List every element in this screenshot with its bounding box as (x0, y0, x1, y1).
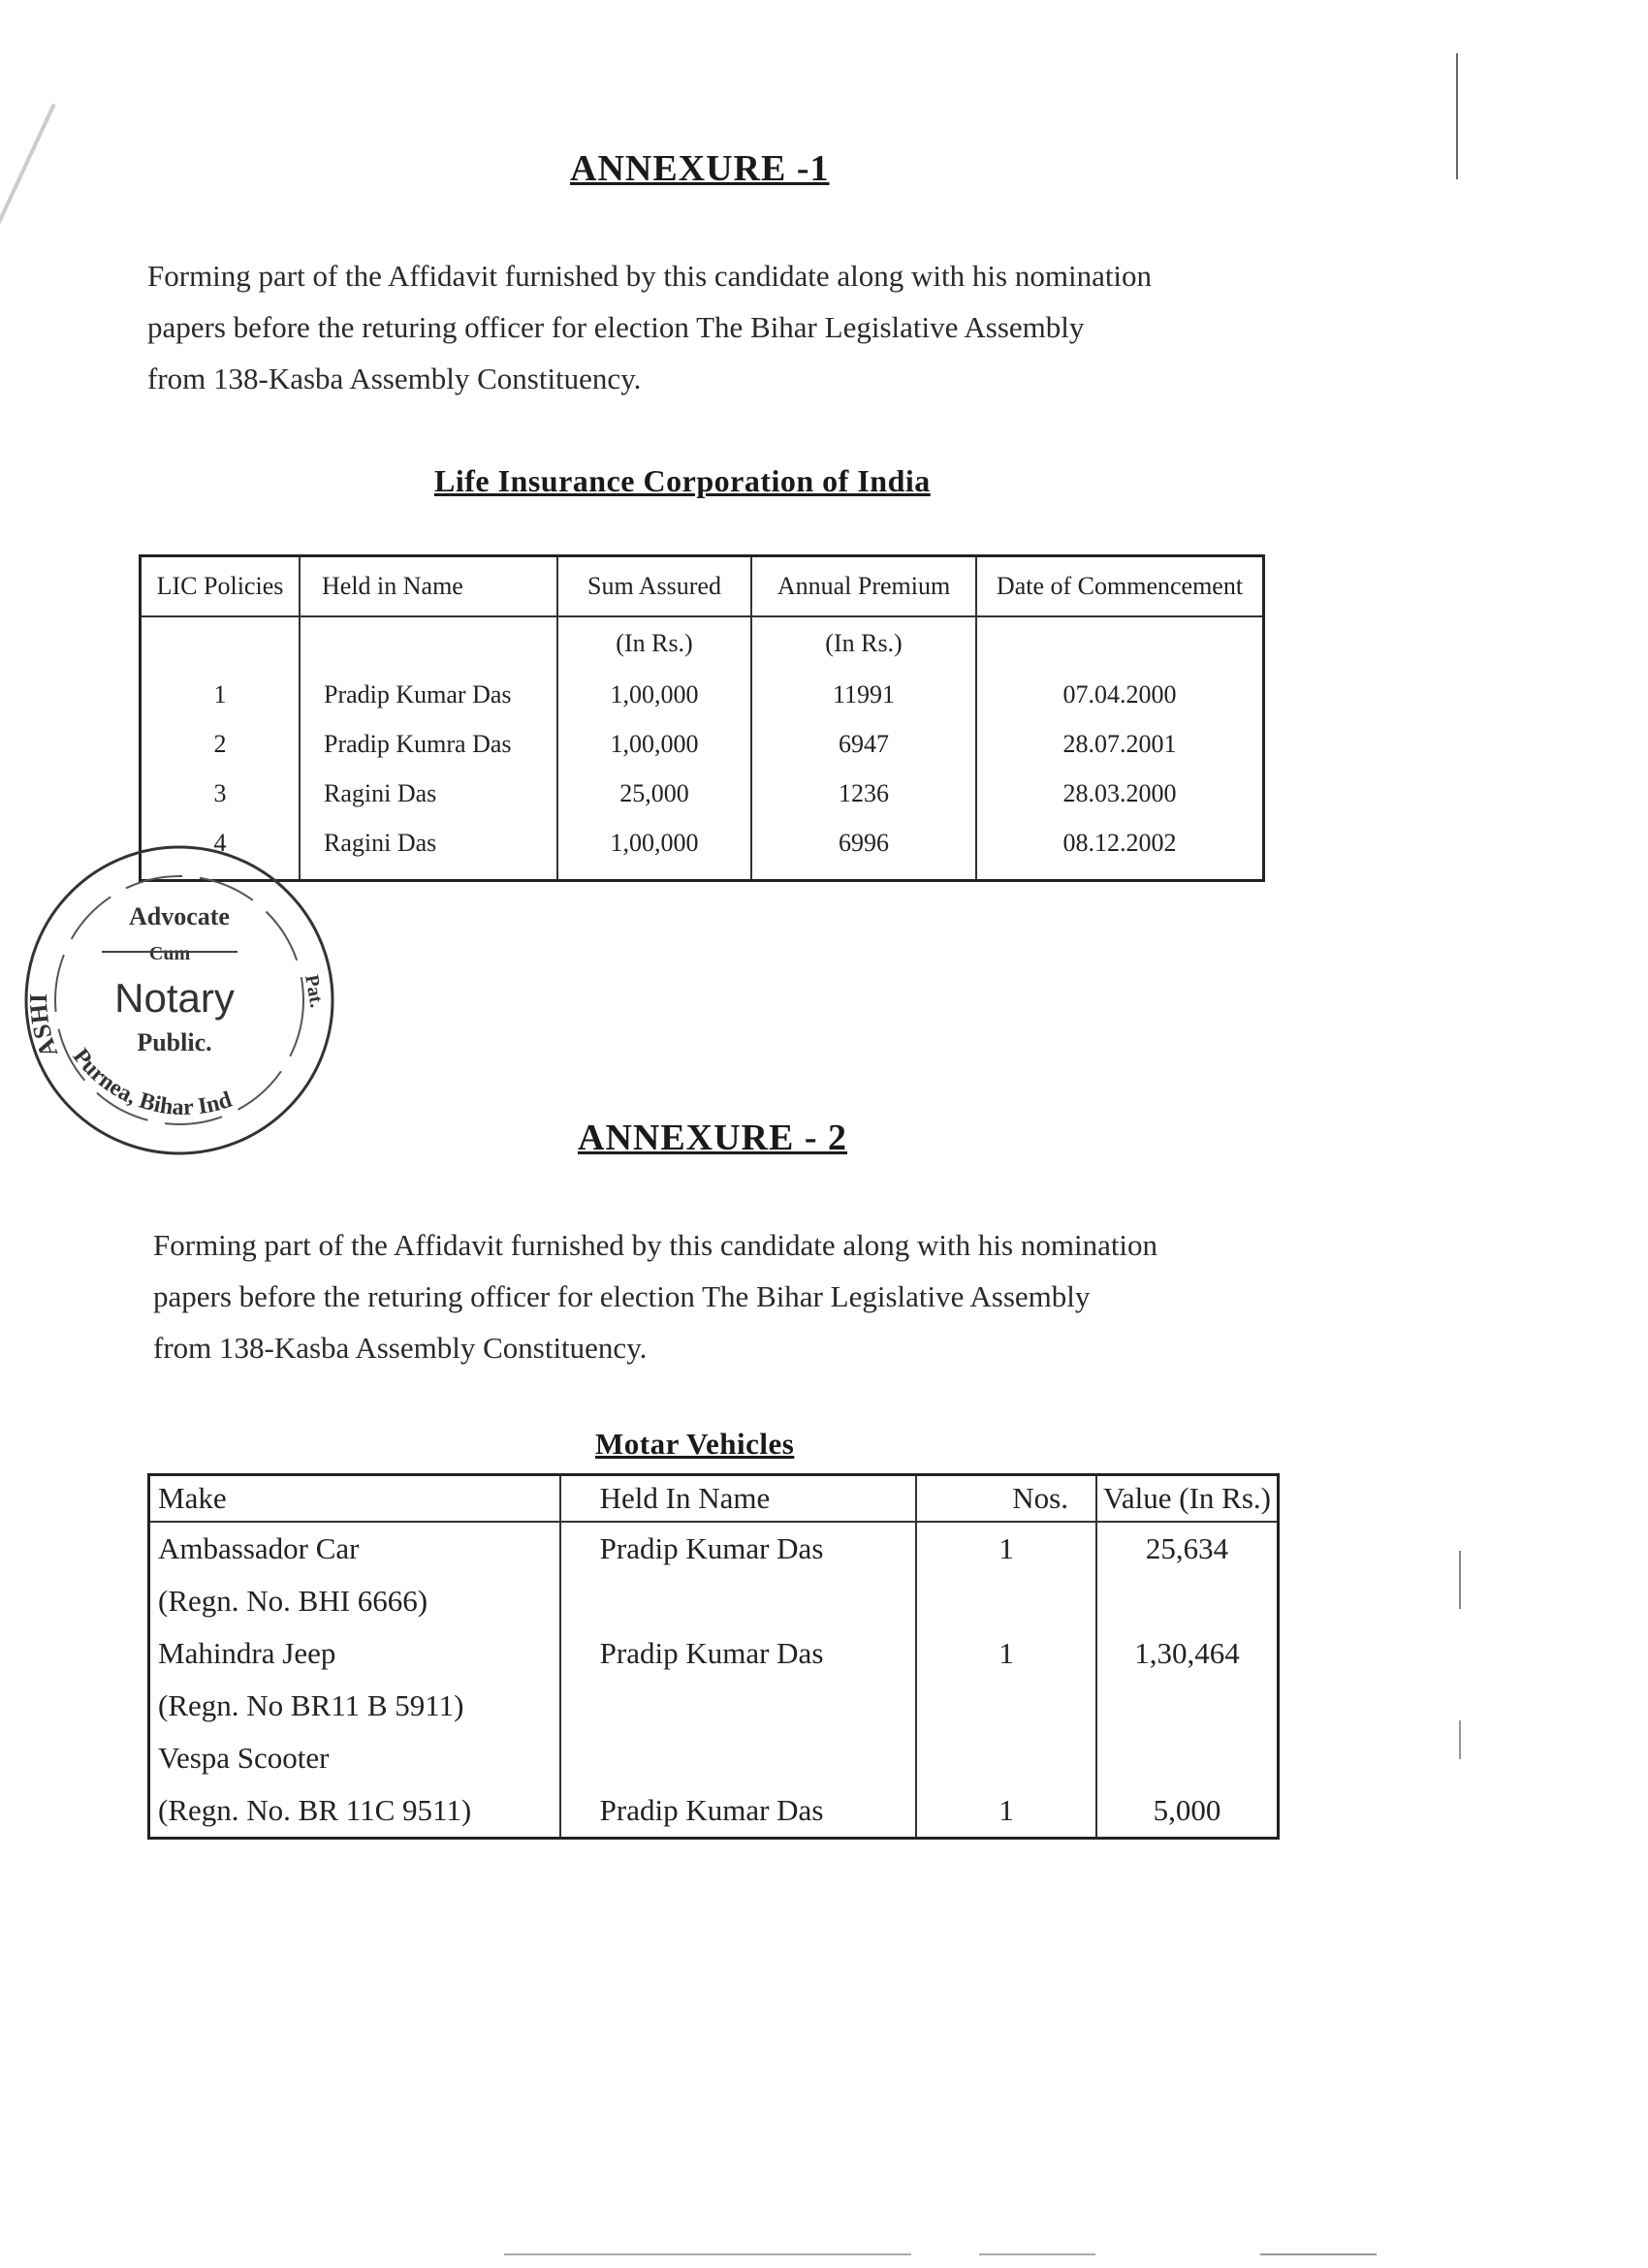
table-cell (1096, 1575, 1279, 1627)
table-cell (560, 1575, 917, 1627)
paragraph-line: papers before the returing officer for election The Bihar Legislative Assembly (147, 310, 1085, 344)
table-cell (916, 1680, 1096, 1732)
table-cell: (In Rs.) (557, 616, 751, 670)
stamp-arc-left-text: ASHI (24, 992, 64, 1062)
table-cell: 11991 (751, 670, 976, 719)
table-cell: 4 (141, 818, 301, 881)
table-cell: (Regn. No. BR 11C 9511) (149, 1784, 560, 1839)
table-cell (976, 616, 1264, 670)
stamp-line-advocate: Advocate (129, 902, 230, 930)
table-cell: 1 (916, 1784, 1096, 1839)
stamp-line-public: Public. (137, 1028, 212, 1056)
table-cell: 6996 (751, 818, 976, 881)
table-cell: 07.04.2000 (976, 670, 1264, 719)
stamp-arc-bottom-text: Purnea, Bihar Ind (67, 1044, 236, 1121)
table-cell: 2 (141, 719, 301, 769)
table-cell: Ragini Das (300, 818, 557, 881)
units-row (141, 616, 1264, 670)
table-cell: 6947 (751, 719, 976, 769)
table-row (149, 1680, 1279, 1732)
table-cell (300, 616, 557, 670)
scan-artifact-line (1459, 1551, 1461, 1609)
annexure-2-heading: ANNEXURE - 2 (578, 1118, 847, 1158)
annexure-1-paragraph (147, 250, 1260, 404)
table-cell (141, 616, 301, 670)
column-header: Nos. (916, 1475, 1096, 1523)
table-cell: 5,000 (1096, 1784, 1279, 1839)
scan-artifact-line (979, 2253, 1095, 2255)
scan-artifact-line (0, 104, 56, 246)
column-header: Value (In Rs.) (1096, 1475, 1279, 1523)
stamp-line-notary: Notary (114, 975, 235, 1021)
table-cell: 1,00,000 (557, 818, 751, 881)
table-cell: (Regn. No. BHI 6666) (149, 1575, 560, 1627)
table-cell (916, 1732, 1096, 1784)
column-header: Date of Commencement (976, 556, 1264, 617)
lic-policies-table (139, 554, 1265, 882)
column-header: Annual Premium (751, 556, 976, 617)
paragraph-line: from 138-Kasba Assembly Constituency. (153, 1331, 648, 1365)
column-header: Held In Name (560, 1475, 917, 1523)
scan-artifact-line (504, 2253, 911, 2255)
column-header: Held in Name (300, 556, 557, 617)
table-cell: 1 (916, 1627, 1096, 1680)
table-cell: 3 (141, 769, 301, 818)
scan-artifact-line (1459, 1720, 1461, 1759)
table-cell: 1 (141, 670, 301, 719)
table-cell: Pradip Kumar Das (300, 670, 557, 719)
annexure-2-paragraph (153, 1219, 1266, 1373)
scan-artifact-line (1456, 53, 1458, 179)
table-cell: 25,000 (557, 769, 751, 818)
table-cell (560, 1732, 917, 1784)
table-row (149, 1784, 1279, 1839)
column-header: Make (149, 1475, 560, 1523)
table-row (141, 769, 1264, 818)
column-header: Sum Assured (557, 556, 751, 617)
table-cell: Pradip Kumar Das (560, 1784, 917, 1839)
table-cell (560, 1680, 917, 1732)
table-cell: Mahindra Jeep (149, 1627, 560, 1680)
table-cell: 1,00,000 (557, 670, 751, 719)
table-cell: Pradip Kumra Das (300, 719, 557, 769)
column-header: LIC Policies (141, 556, 301, 617)
table-row (149, 1627, 1279, 1680)
scan-artifact-line (1260, 2253, 1377, 2255)
table-cell: Pradip Kumar Das (560, 1627, 917, 1680)
table-cell: (In Rs.) (751, 616, 976, 670)
table-cell (916, 1575, 1096, 1627)
table-row (149, 1732, 1279, 1784)
stamp-line-cum: Cum (148, 943, 191, 964)
table-cell (1096, 1680, 1279, 1732)
table-row (149, 1575, 1279, 1627)
vehicle-table-title: Motar Vehicles (595, 1427, 795, 1461)
table-cell: Ragini Das (300, 769, 557, 818)
table-cell: 28.07.2001 (976, 719, 1264, 769)
table-cell: (Regn. No BR11 B 5911) (149, 1680, 560, 1732)
stamp-side-text: Pat. (301, 973, 328, 1010)
paragraph-line: papers before the returing officer for election The Bihar Legislative Assembly (153, 1279, 1091, 1313)
table-cell (1096, 1732, 1279, 1784)
table-cell: 1236 (751, 769, 976, 818)
lic-table-title: Life Insurance Corporation of India (434, 463, 931, 498)
table-cell: 1,00,000 (557, 719, 751, 769)
annexure-1-heading: ANNEXURE -1 (570, 148, 830, 189)
paragraph-line: Forming part of the Affidavit furnished by this candidate along with his nomination (153, 1228, 1158, 1262)
table-cell: 28.03.2000 (976, 769, 1264, 818)
table-cell: 1,30,464 (1096, 1627, 1279, 1680)
table-header-row (149, 1475, 1279, 1523)
paragraph-line: Forming part of the Affidavit furnished by this candidate along with his nomination (147, 259, 1153, 293)
table-cell: 08.12.2002 (976, 818, 1264, 881)
table-row (149, 1522, 1279, 1575)
paragraph-line: from 138-Kasba Assembly Constituency. (147, 362, 642, 395)
table-row (141, 719, 1264, 769)
motor-vehicles-table (147, 1473, 1280, 1840)
table-header-row (141, 556, 1264, 617)
table-row (141, 670, 1264, 719)
table-cell: 25,634 (1096, 1522, 1279, 1575)
table-cell: Vespa Scooter (149, 1732, 560, 1784)
table-cell: Pradip Kumar Das (560, 1522, 917, 1575)
notary-stamp (10, 835, 339, 1155)
table-cell: Ambassador Car (149, 1522, 560, 1575)
table-cell: 1 (916, 1522, 1096, 1575)
